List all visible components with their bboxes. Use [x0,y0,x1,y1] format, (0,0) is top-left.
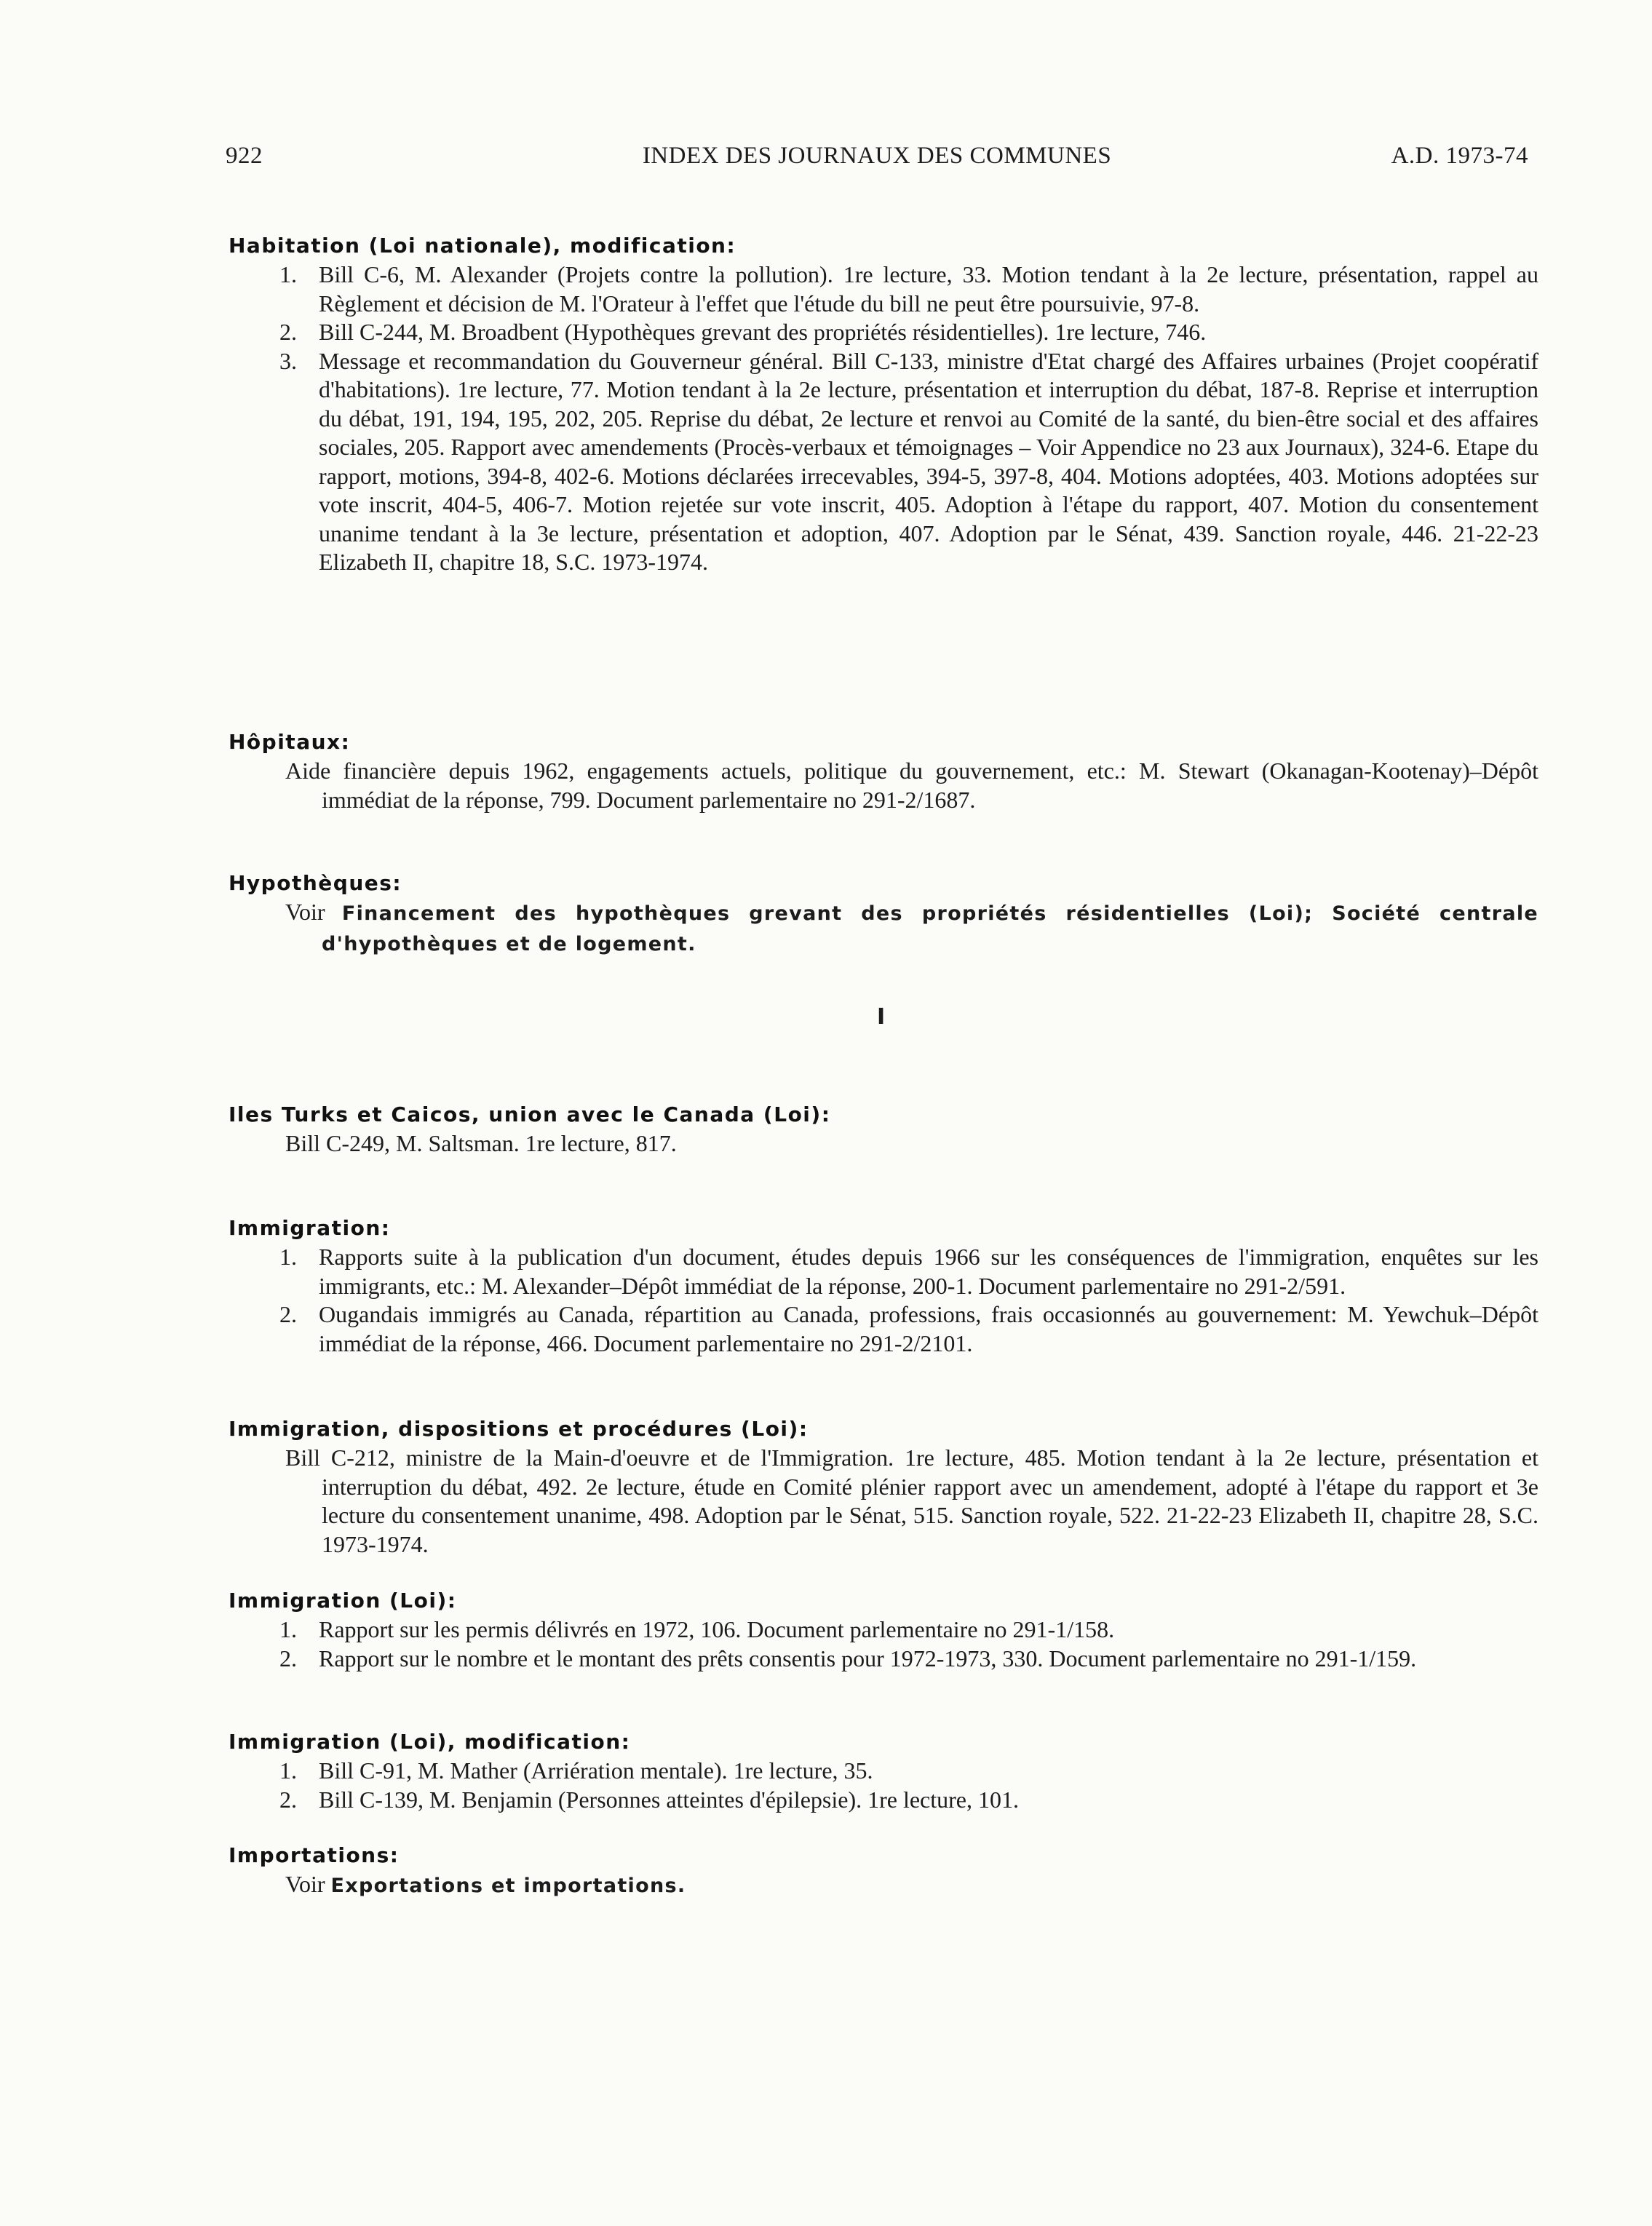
page-number: 922 [226,143,263,169]
entry-text: Bill C-249, M. Saltsman. 1re lecture, 817. [285,1130,677,1156]
list-item: 2. Bill C-244, M. Broadbent (Hypothèques grevant des propriétés résidentielles). 1re lecture, 746. [279,319,1207,345]
index-entry [229,1415,1538,1559]
index-entry [229,1728,1538,1814]
running-title: INDEX DES JOURNAUX DES COMMUNES [642,143,1112,169]
index-entry [229,869,1538,958]
index-entry [229,1586,1538,1673]
entry-text: Bill C-212, ministre de la Main-d'oeuvre et de l'Immigration. 1re lecture, 485. Motion tendant à la 2e lecture, présentation et interruption du débat, 492. 2e lecture, étude en Comité plénier rapport avec un amendement, adopté à l'étape du rapport et 3e lecture du consentement unanime, 498. Adoption par le Sénat, 515. Sanction royale, 522. 21-22-23 Elizabeth II, chapitre 28, S.C. 1973-1974. [285,1444,1538,1557]
entry-heading: Iles Turks et Caicos, union avec le Canada (Loi): [229,1102,831,1126]
entry-heading: Habitation (Loi nationale), modification: [229,234,736,258]
list-item: 2. Ougandais immigrés au Canada, répartition au Canada, professions, frais occasionnés au gouvernement: M. Yewchuk–Dépôt immédiat de la réponse, 466. Document parlementaire no 291-2/2101. [279,1301,1538,1356]
list-item: 1. Rapport sur les permis délivrés en 1972, 106. Document parlementaire no 291-1/158. [279,1616,1115,1642]
entry-heading: Immigration (Loi), modification: [229,1730,631,1754]
entry-heading: Hôpitaux: [229,730,351,754]
index-entry [229,1841,1538,1901]
index-entry [229,231,1538,577]
entry-heading: Hypothèques: [229,871,402,895]
list-item: 3. Message et recommandation du Gouverneur général. Bill C-133, ministre d'Etat chargé des Affaires urbaines (Projet coopératif d'habitations). 1re lecture, 77. Motion tendant à la 2e lecture, présentation et interruption du débat, 187-8. Reprise et interruption du débat, 191, 194, 195, 202, 205. Reprise du débat, 2e lecture et renvoi au Comité de la santé, du bien-être social et des affaires sociales, 205. Rapport avec amendements (Procès-verbaux et témoignages – Voir Appendice no 23 aux Journaux), 324-6. Etape du rapport, motions, 394-8, 402-6. Motions déclarées irrecevables, 394-5, 397-8, 404. Motions adoptées, 403. Motions adoptées sur vote inscrit, 404-5, 406-7. Motion rejetée sur vote inscrit, 405. Adoption à l'étape du rapport, 407. Motion du consentement unanime tendant à la 3e lecture, présentation et adoption, 407. Adoption par le Sénat, 439. Sanction royale, 446. 21-22-23 Elizabeth II, chapitre 18, S.C. 1973-1974. [279,347,1538,575]
entry-heading: Immigration: [229,1216,391,1240]
section-letter: I [877,1004,886,1030]
list-item: 1. Rapports suite à la publication d'un document, études depuis 1966 sur les conséquences de l'immigration, enquêtes sur les immigrants, etc.: M. Alexander–Dépôt immédiat de la réponse, 200-1. Document parlementaire no 291-2/591. [279,1244,1538,1299]
list-item: 2. Rapport sur le nombre et le montant des prêts consentis pour 1972-1973, 330. Document parlementaire no 291-1/159. [279,1645,1417,1672]
index-entry [229,1214,1538,1358]
index-entry [229,728,1538,814]
entry-heading: Importations: [229,1843,400,1867]
header-year: A.D. 1973-74 [1391,143,1528,169]
entry-heading: Immigration, dispositions et procédures (Loi): [229,1417,809,1441]
page-header [226,143,1528,179]
index-entry [229,1100,1538,1158]
entry-text: Aide financière depuis 1962, engagements actuels, politique du gouvernement, etc.: M. Stewart (Okanagan-Kootenay)–Dépôt immédiat de la réponse, 799. Document parlementaire no 291-2/1687. [285,758,1538,813]
list-item: 2. Bill C-139, M. Benjamin (Personnes atteintes d'épilepsie). 1re lecture, 101. [279,1786,1019,1813]
entry-heading: Immigration (Loi): [229,1589,457,1613]
list-item: 1. Bill C-6, M. Alexander (Projets contre la pollution). 1re lecture, 33. Motion tendant à la 2e lecture, présentation, rappel au Règlement et décision de M. l'Orateur à l'effet que l'étude du bill ne peut être poursuivie, 97-8. [279,261,1538,317]
see-reference: Voir Financement des hypothèques grevant des propriétés résidentielles (Loi); Société centrale d'hypothèques et de logement. [285,899,1539,955]
list-item: 1. Bill C-91, M. Mather (Arriération mentale). 1re lecture, 35. [279,1757,873,1784]
see-reference: Voir Exportations et importations. [285,1871,686,1897]
